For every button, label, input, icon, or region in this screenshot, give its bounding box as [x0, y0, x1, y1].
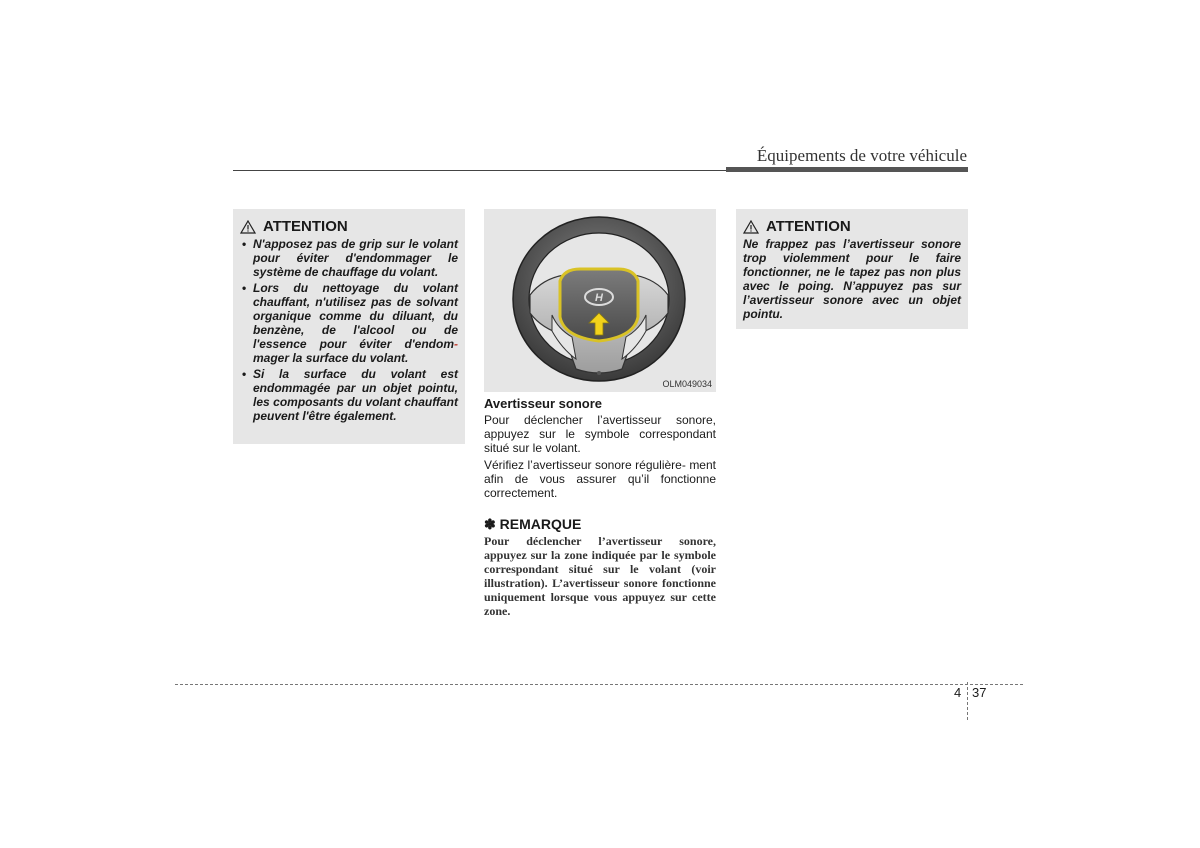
warning-title: ATTENTION	[263, 218, 348, 235]
warning-heading	[743, 218, 961, 235]
footer-rule	[175, 684, 1023, 685]
warning-title: ATTENTION	[766, 218, 851, 235]
list-item: • N'apposez pas de grip sur le volant pour éviter d'endommager le système de chauffage du volant.	[240, 237, 458, 279]
left-warning-box	[233, 209, 465, 444]
list-item-text-cont: mager la surface du volant.	[253, 351, 409, 365]
hyphen-mark: -	[454, 337, 458, 351]
paragraph: Pour déclencher l’avertisseur sonore, appuyez sur le symbole correspondant situé sur le volant.	[484, 413, 716, 455]
footer-divider	[967, 682, 968, 720]
warning-heading	[240, 218, 458, 235]
remark-heading: ✽ REMARQUE	[484, 516, 582, 532]
list-item	[240, 281, 458, 365]
page-header-title: Équipements de votre véhicule	[756, 146, 967, 165]
horn-section	[484, 396, 716, 618]
right-warning-box	[736, 209, 968, 329]
list-item: • Si la surface du volant est endommagée par un objet pointu, les composants du volant chauffant peuvent l'être également.	[240, 367, 458, 423]
chapter-number: 4	[954, 685, 962, 700]
section-heading: Avertisseur sonore	[484, 396, 603, 411]
warning-triangle-icon	[240, 220, 256, 234]
steering-wheel-figure	[484, 209, 716, 392]
remark-text: Pour déclencher l’avertisseur sonore, appuyez sur la zone indiquée par le symbole correspondant situé sur le volant (voir illustration). L’avertisseur sonore fonctionne uniquement lorsque vous appuyez sur cette zone.	[484, 534, 716, 618]
warning-triangle-icon	[743, 220, 759, 234]
svg-text:H: H	[595, 292, 603, 304]
header-rule-accent	[726, 167, 968, 172]
list-item-text: Lors du nettoyage du volant chauffant, n'utilisez pas de solvant organique comme du diluant, du benzène, de l'alcool ou de l'essence pour éviter d'endom	[253, 281, 458, 351]
page-number: 37	[972, 685, 987, 700]
warning-text: Ne frappez pas l’avertisseur sonore trop violemment pour le faire fonctionner, ne le tapez pas non plus avec le poing. N’appuyez pas sur l’avertisseur sonore avec un objet pointu.	[743, 237, 961, 321]
paragraph: Vérifiez l’avertisseur sonore régulière- ment afin de vous assurer qu’il fonctionne correctement.	[484, 458, 716, 500]
figure-code: OLM049034	[662, 379, 712, 389]
steering-wheel-illustration	[484, 209, 716, 392]
warning-list	[240, 237, 458, 423]
header-rule	[233, 170, 728, 171]
